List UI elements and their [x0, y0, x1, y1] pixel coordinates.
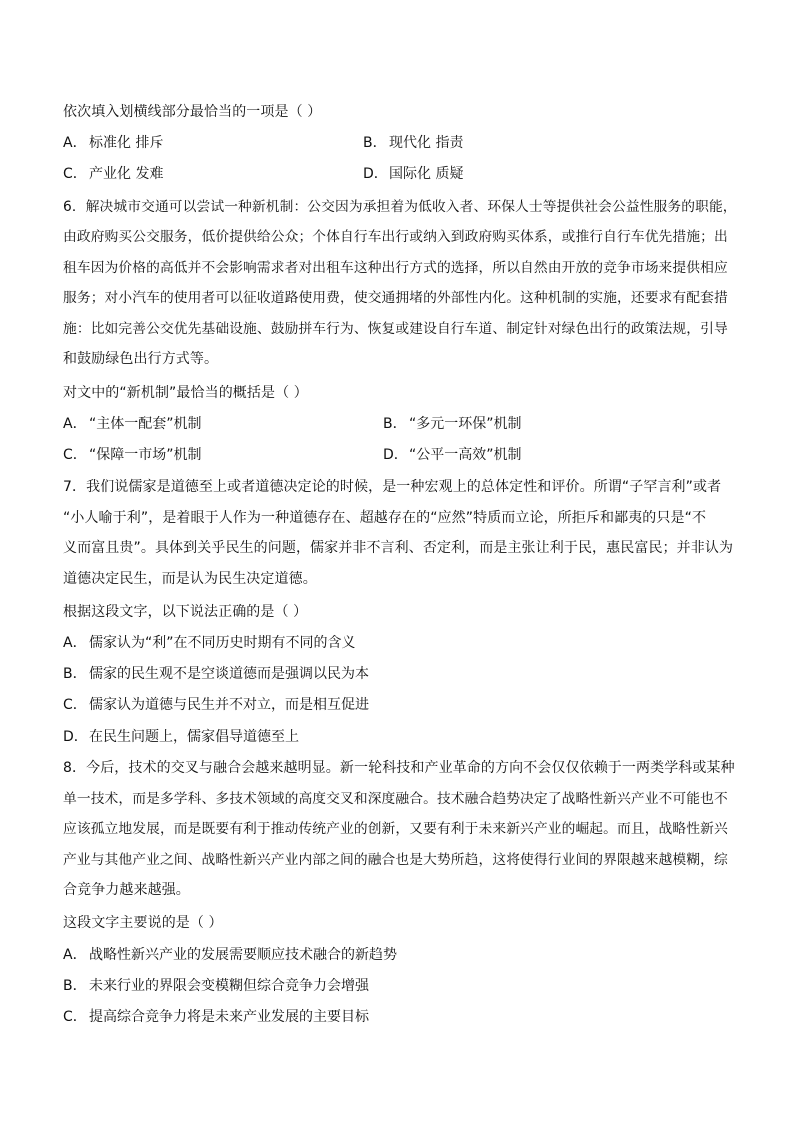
q7-passage-line: 义而富且贵”。具体到关乎民生的问题，儒家并非不言利、否定利，而是主张让利于民，惠民富民；并非认为: [63, 540, 734, 556]
option-text: 在民生问题上，儒家倡导道德至上: [89, 729, 299, 745]
q8-passage-line: 产业与其他产业之间、战略性新兴产业内部之间的融合也是大势所趋，这将使得行业间的界限越来越模糊，综: [63, 852, 728, 868]
q5-option-c: [63, 164, 163, 184]
option-text: 产业化 发难: [89, 166, 164, 182]
option-letter: D．: [63, 729, 88, 745]
q8-passage-line: 8．今后，技术的交叉与融合会越来越明显。新一轮科技和产业革命的方向不会仅仅依赖于一两类学科或某种: [63, 760, 735, 776]
option-text: 儒家认为道德与民生并不对立，而是相互促进: [89, 697, 369, 713]
q6-option-a: [63, 414, 202, 434]
option-text: 未来行业的界限会变模糊但综合竞争力会增强: [89, 978, 369, 994]
option-letter: C．: [63, 447, 87, 463]
q6-passage-line: 施：比如完善公交优先基础设施、鼓励拼车行为、恢复或建设自行车道、制定针对绿色出行的政策法规，引导: [63, 321, 728, 337]
option-text: 儒家的民生观不是空谈道德而是强调以民为本: [89, 666, 369, 682]
q6-option-d: [383, 445, 522, 465]
q8-option-a: [63, 945, 397, 965]
q6-option-b: [383, 414, 522, 434]
q7-passage-line: 道德决定民生，而是认为民生决定道德。: [63, 571, 317, 587]
q5-option-a: [63, 133, 163, 153]
option-text: 国际化 质疑: [389, 166, 464, 182]
option-letter: A．: [63, 635, 87, 651]
q6-prompt: 对文中的“新机制”最恰当的概括是（ ）: [63, 385, 308, 401]
option-text: 儒家认为“利”在不同历史时期有不同的含义: [89, 635, 356, 651]
q6-passage-line: 6．解决城市交通可以尝试一种新机制：公交因为承担着为低收入者、环保人士等提供社会公益性服务的职能，: [63, 199, 737, 215]
q7-option-a: [63, 633, 356, 653]
option-text: 现代化 指责: [389, 135, 464, 151]
option-text: 标准化 排斥: [89, 135, 164, 151]
option-text: “主体一配套”机制: [89, 416, 202, 432]
q8-option-c: [63, 1007, 369, 1027]
option-letter: B．: [63, 666, 87, 682]
q8-option-b: [63, 976, 369, 996]
q7-option-c: [63, 695, 369, 715]
q7-passage-line: “小人喻于利”，是着眼于人作为一种道德存在、超越存在的“应然”特质而立论，所拒斥和鄙夷的只是“不: [63, 510, 707, 526]
q7-option-d: [63, 727, 299, 747]
option-letter: C．: [63, 1009, 87, 1025]
option-letter: A．: [63, 135, 87, 151]
option-text: “公平一高效”机制: [409, 447, 522, 463]
q6-passage-line: 服务；对小汽车的使用者可以征收道路使用费，使交通拥堵的外部性内化。这种机制的实施，还要求有配套措: [63, 290, 728, 306]
q7-passage-line: 7．我们说儒家是道德至上或者道德决定论的时候，是一种宏观上的总体定性和评价。所谓“子罕言利”或者: [63, 479, 722, 495]
q7-option-b: [63, 664, 369, 684]
q5-option-b: [363, 133, 463, 153]
q6-passage-line: 由政府购买公交服务，低价提供给公众；个体自行车出行或纳入到政府购买体系，或推行自行车优先措施；出: [63, 229, 728, 245]
option-letter: B．: [383, 416, 407, 432]
option-letter: A．: [63, 947, 87, 963]
q8-prompt: 这段文字主要说的是（ ）: [63, 915, 223, 931]
q5-prompt: 依次填入划横线部分最恰当的一项是（ ）: [63, 104, 322, 120]
option-letter: C．: [63, 166, 87, 182]
q8-passage-line: 应该孤立地发展，而是既要有利于推动传统产业的创新，又要有利于未来新兴产业的崛起。而且，战略性新兴: [63, 821, 728, 837]
q8-passage-line: 合竞争力越来越强。: [63, 882, 190, 898]
option-text: 提高综合竞争力将是未来产业发展的主要目标: [89, 1009, 369, 1025]
option-text: “多元一环保”机制: [409, 416, 522, 432]
option-letter: B．: [63, 978, 87, 994]
option-text: 战略性新兴产业的发展需要顺应技术融合的新趋势: [89, 947, 397, 963]
q5-option-d: [363, 164, 463, 184]
option-letter: B．: [363, 135, 387, 151]
q6-passage-line: 租车因为价格的高低并不会影响需求者对出租车这种出行方式的选择，所以自然由开放的竞争市场来提供相应: [63, 260, 728, 276]
q8-passage-line: 单一技术，而是多学科、多技术领域的高度交叉和深度融合。技术融合趋势决定了战略性新兴产业不可能也不: [63, 791, 728, 807]
q7-prompt: 根据这段文字，以下说法正确的是（ ）: [63, 604, 308, 620]
option-text: “保障一市场”机制: [89, 447, 202, 463]
option-letter: A．: [63, 416, 87, 432]
option-letter: D．: [363, 166, 388, 182]
option-letter: C．: [63, 697, 87, 713]
option-letter: D．: [383, 447, 408, 463]
q6-passage-line: 和鼓励绿色出行方式等。: [63, 351, 219, 367]
q6-option-c: [63, 445, 202, 465]
